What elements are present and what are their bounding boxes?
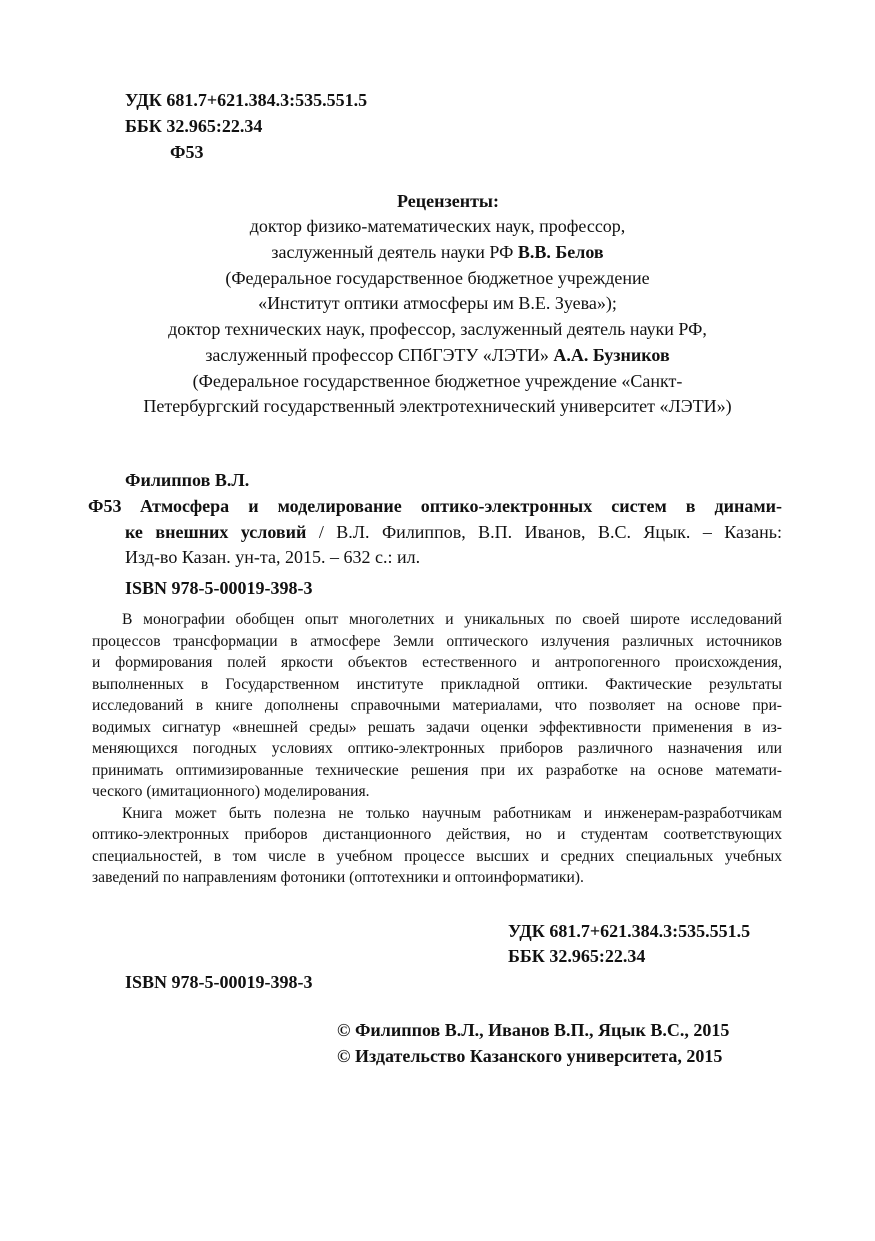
abstract-line: принимать оптимизированные технические решения при их разработке на основе математи- <box>92 761 782 779</box>
reviewer2-line2 <box>0 344 875 366</box>
abstract-line: выполненных в Государственном институте прикладной оптики. Фактические результаты <box>92 675 782 693</box>
reviewer1-line1: доктор физико-математических наук, профессор, <box>249 216 626 236</box>
footer-isbn: ISBN 978-5-00019-398-3 <box>125 972 313 992</box>
abstract-line: водимых сигнатур «внешней среды» решать задачи оценки эффективности применения в из- <box>92 718 782 736</box>
reviewer2-line4: Петербургский государственный электротехнический университет «ЛЭТИ») <box>143 396 732 416</box>
abstract-line: меняющихся погодных условиях оптико-электронных приборов различного назначения или <box>92 740 782 757</box>
reviewer2-name: А.А. Бузников <box>553 345 670 365</box>
abstract-line: исследований в книге дополнены справочными материалами, что позволяет на основе при- <box>92 697 782 714</box>
catalog-author: Филиппов В.Л. <box>125 470 250 490</box>
footer-bbk: ББК 32.965:22.34 <box>508 946 646 966</box>
author-mark: Ф53 <box>170 142 204 162</box>
reviewer1-name: В.В. Белов <box>517 242 604 262</box>
catalog-title-line1: Атмосфера и моделирование оптико-электронных систем в динами- <box>140 496 782 516</box>
reviewer1-line3: (Федеральное государственное бюджетное учреждение <box>225 268 650 288</box>
reviewer2-line1: доктор технических наук, профессор, заслуженный деятель науки РФ, <box>168 319 707 339</box>
reviewers-heading: Рецензенты: <box>397 191 499 211</box>
abstract-line: В монографии обобщен опыт многолетних и уникальных по своей широте исследований <box>122 611 782 628</box>
catalog-publisher: Изд-во Казан. ун-та, 2015. – 632 с.: ил. <box>125 547 421 567</box>
bbk-code: ББК 32.965:22.34 <box>125 116 263 136</box>
catalog-isbn: ISBN 978-5-00019-398-3 <box>125 578 313 598</box>
reviewer1-line2 <box>0 241 875 263</box>
copyright-authors: © Филиппов В.Л., Иванов В.П., Яцык В.С., 2015 <box>337 1020 730 1040</box>
footer-udk: УДК 681.7+621.384.3:535.551.5 <box>508 921 751 941</box>
abstract-line: ческого (имитационного) моделирования. <box>92 783 370 800</box>
abstract-line: заведений по направлениям фотоники (оптотехники и оптоинформатики). <box>92 869 584 886</box>
abstract-line: Книга может быть полезна не только научным работникам и инженерам-разработчикам <box>122 804 782 822</box>
catalog-code: Ф53 <box>88 496 122 516</box>
udk-code: УДК 681.7+621.384.3:535.551.5 <box>125 90 368 110</box>
reviewer1-line4: «Институт оптики атмосферы им В.Е. Зуева»); <box>258 293 617 313</box>
catalog-title-end: ке внешних условий <box>125 522 307 542</box>
abstract-line: и формирования полей яркости объектов естественного и антропогенного происхождения, <box>92 654 782 671</box>
abstract-line: оптико-электронных приборов дистанционного действия, но и студентам соответствующих <box>92 826 782 843</box>
abstract-line: специальностей, в том числе в учебном процессе высших и средних специальных учебных <box>92 847 782 865</box>
reviewer2-line3: (Федеральное государственное бюджетное учреждение «Санкт- <box>192 371 683 391</box>
copyright-publisher: © Издательство Казанского университета, 2015 <box>337 1046 723 1066</box>
abstract-line: процессов трансформации в атмосфере Земли оптического излучения различных источников <box>92 632 782 650</box>
reviewer2-degree: заслуженный профессор СПбГЭТУ «ЛЭТИ» <box>205 345 554 365</box>
catalog-title-line2 <box>125 521 782 543</box>
reviewer1-degree: заслуженный деятель науки РФ <box>271 242 518 262</box>
catalog-authors: / В.Л. Филиппов, В.П. Иванов, В.С. Яцык. – Казань: <box>306 522 782 542</box>
